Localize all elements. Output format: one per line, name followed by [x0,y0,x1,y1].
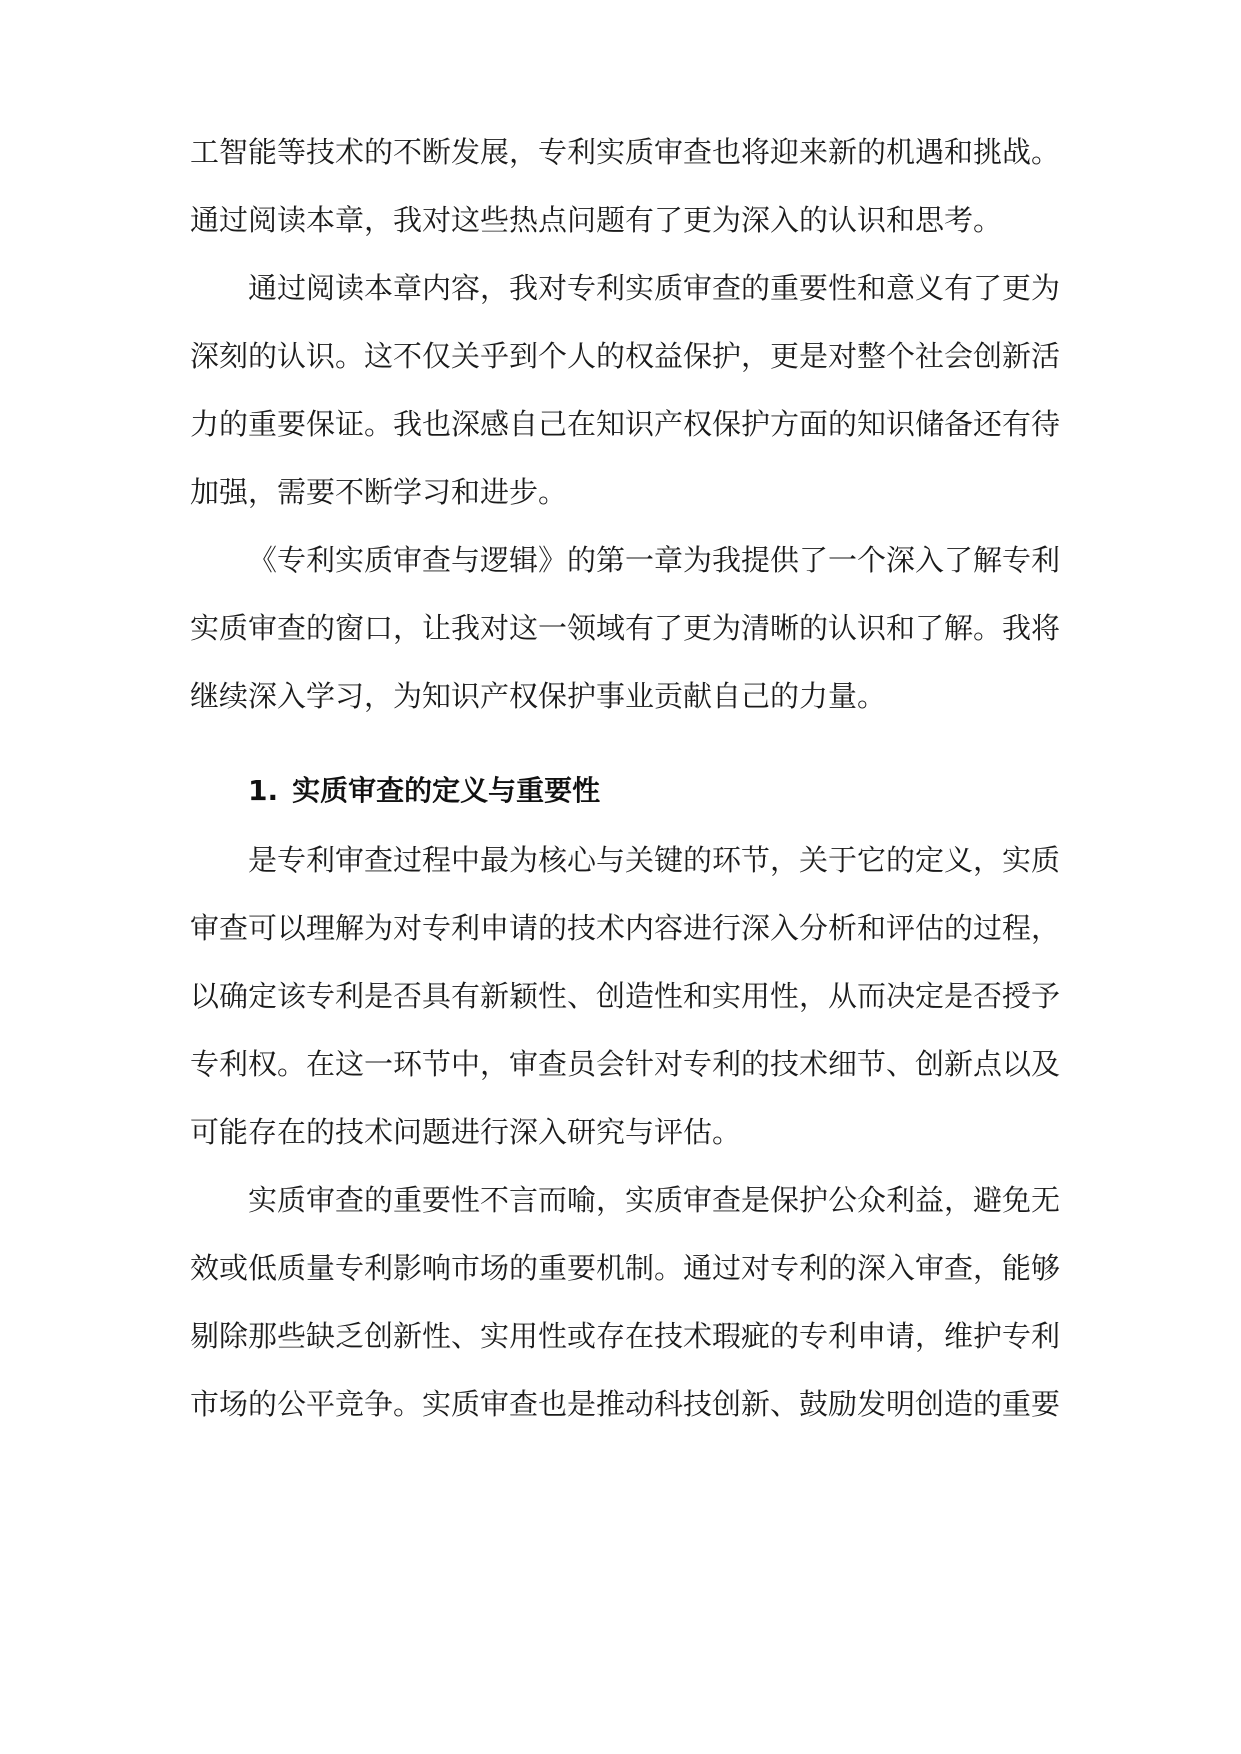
paragraph-3-line-3: 继续深入学习，为知识产权保护事业贡献自己的力量。 [190,679,887,713]
paragraph-2-line-1: 通过阅读本章内容，我对专利实质审查的重要性和意义有了更为 [248,271,1061,305]
section-paragraph-1-line-2: 审查可以理解为对专利申请的技术内容进行深入分析和评估的过程， [190,911,1061,945]
section-heading [248,771,600,811]
paragraph-1-line-1: 工智能等技术的不断发展，专利实质审查也将迎来新的机遇和挑战。 [190,135,1061,169]
section-paragraph-2-line-1: 实质审查的重要性不言而喻，实质审查是保护公众利益，避免无 [248,1183,1061,1217]
section-paragraph-1-line-1: 是专利审查过程中最为核心与关键的环节，关于它的定义，实质 [248,843,1061,877]
section-title: 实质审查的定义与重要性 [292,774,601,807]
section-paragraph-2-line-2: 效或低质量专利影响市场的重要机制。通过对专利的深入审查，能够 [190,1251,1061,1285]
paragraph-2-line-2: 深刻的认识。这不仅关乎到个人的权益保护，更是对整个社会创新活 [190,339,1061,373]
paragraph-2-line-4: 加强，需要不断学习和进步。 [190,475,568,509]
section-paragraph-1-line-3: 以确定该专利是否具有新颖性、创造性和实用性，从而决定是否授予 [190,979,1061,1013]
paragraph-3-line-1: 《专利实质审查与逻辑》的第一章为我提供了一个深入了解专利 [248,543,1061,577]
paragraph-2-line-3: 力的重要保证。我也深感自己在知识产权保护方面的知识储备还有待 [190,407,1061,441]
section-paragraph-2-line-4: 市场的公平竞争。实质审查也是推动科技创新、鼓励发明创造的重要 [190,1387,1061,1421]
paragraph-1-line-2: 通过阅读本章，我对这些热点问题有了更为深入的认识和思考。 [190,203,1003,237]
section-paragraph-1-line-5: 可能存在的技术问题进行深入研究与评估。 [190,1115,742,1149]
paragraph-3-line-2: 实质审查的窗口，让我对这一领域有了更为清晰的认识和了解。我将 [190,611,1061,645]
section-paragraph-1-line-4: 专利权。在这一环节中，审查员会针对专利的技术细节、创新点以及 [190,1047,1061,1081]
section-number: 1. [248,774,279,807]
section-paragraph-2-line-3: 剔除那些缺乏创新性、实用性或存在技术瑕疵的专利申请，维护专利 [190,1319,1061,1353]
